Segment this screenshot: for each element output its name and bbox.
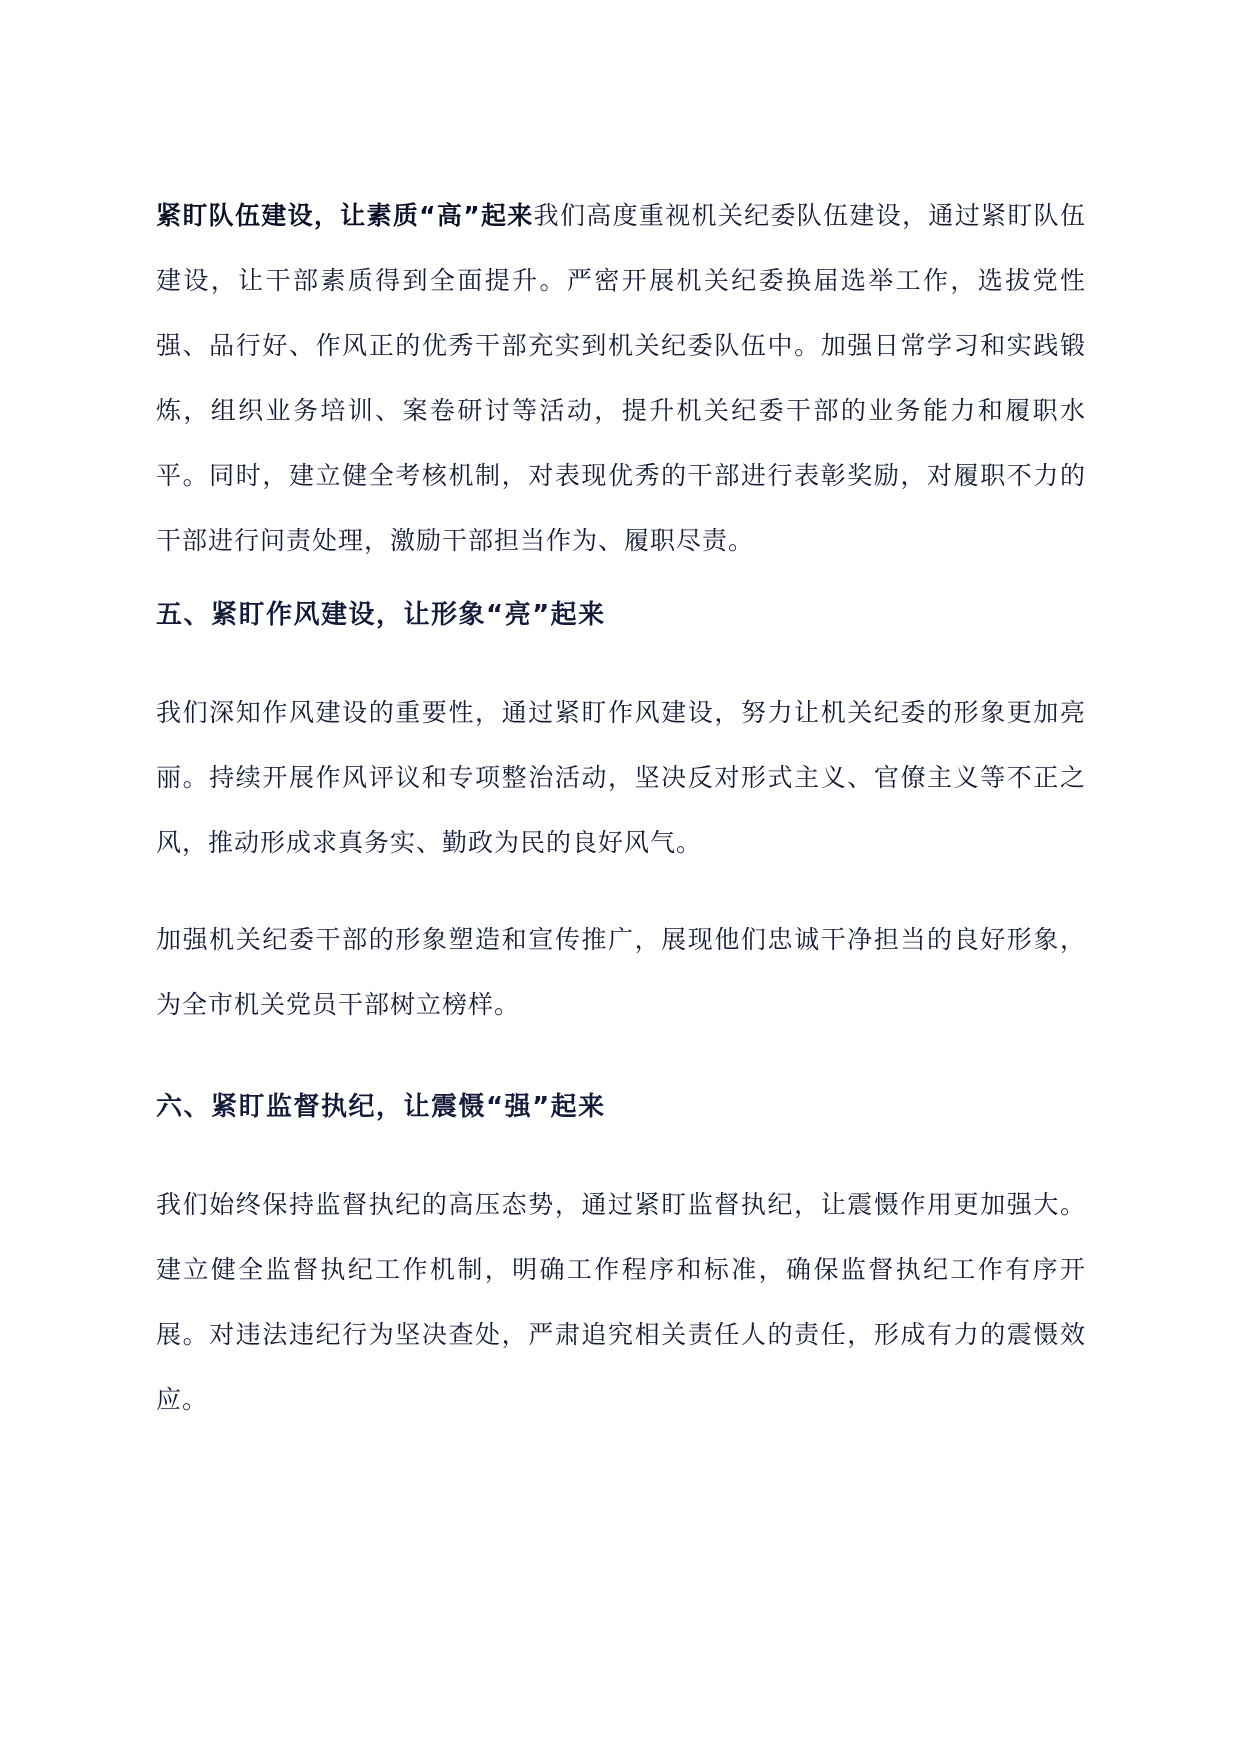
section-5-paragraph-1: 我们深知作风建设的重要性，通过紧盯作风建设，努力让机关纪委的形象更加亮丽。持续开展作风评议和专项整治活动，坚决反对形式主义、官僚主义等不正之风，推动形成求真务实、勤政为民的良好风气。 (156, 698, 1086, 857)
section-4-lead-heading: 紧盯队伍建设，让素质“高”起来 (156, 201, 534, 230)
section-4-paragraph (156, 183, 1086, 573)
section-5-heading: 五、紧盯作风建设，让形象“亮”起来 (156, 600, 606, 630)
section-5-paragraph-2: 加强机关纪委干部的形象塑造和宣传推广，展现他们忠诚干净担当的良好形象，为全市机关党员干部树立榜样。 (156, 925, 1086, 1019)
section-6-paragraph-1: 我们始终保持监督执纪的高压态势，通过紧盯监督执纪，让震慑作用更加强大。建立健全监督执纪工作机制，明确工作程序和标准，确保监督执纪工作有序开展。对违法违纪行为坚决查处，严肃追究相关责任人的责任，形成有力的震慑效应。 (156, 1190, 1086, 1414)
document-body (156, 183, 1086, 1432)
section-6-heading: 六、紧盯监督执纪，让震慑“强”起来 (156, 1092, 606, 1122)
section-4-body-text: 我们高度重视机关纪委队伍建设，通过紧盯队伍建设，让干部素质得到全面提升。严密开展机关纪委换届选举工作，选拔党性强、品行好、作风正的优秀干部充实到机关纪委队伍中。加强日常学习和实践锻炼，组织业务培训、案卷研讨等活动，提升机关纪委干部的业务能力和履职水平。同时，建立健全考核机制，对表现优秀的干部进行表彰奖励，对履职不力的干部进行问责处理，激励干部担当作为、履职尽责。 (156, 201, 1086, 555)
